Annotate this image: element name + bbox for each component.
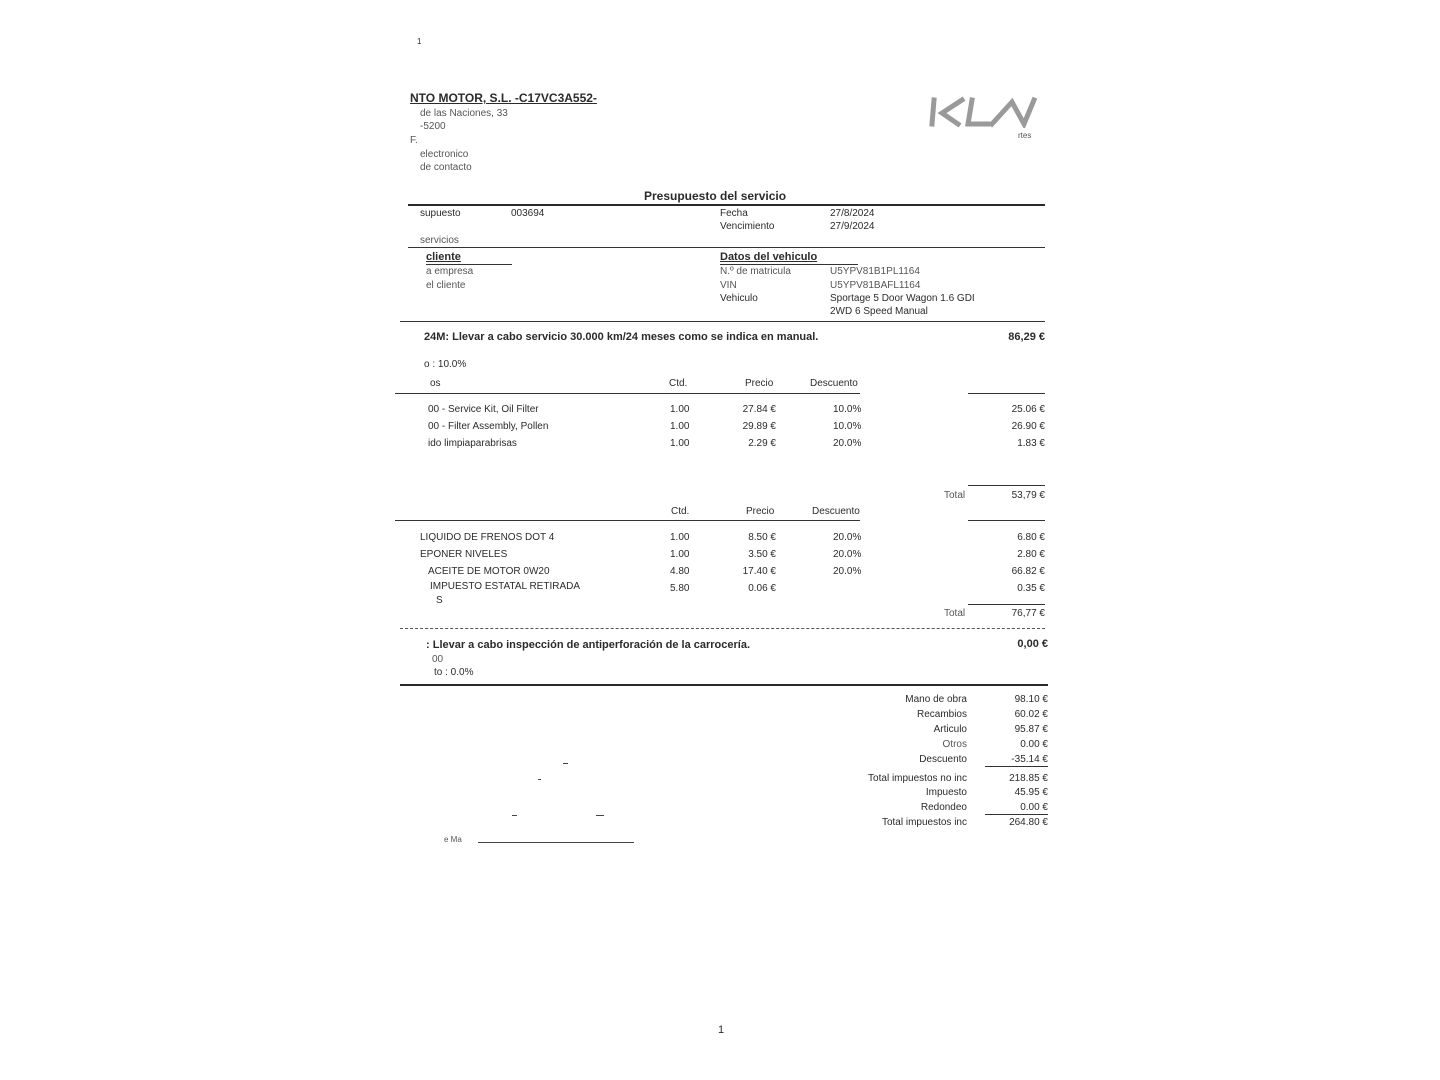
summary-label: Recambios [916,709,967,720]
materials-qty: 1.00 [670,549,690,560]
materials-total: 66.82 € [1011,566,1045,577]
service1-price: 86,29 € [1008,331,1045,343]
parts-discount: 10.0% [833,404,862,415]
parts-qty: 1.00 [670,404,690,415]
summary-value: 95.87 € [1014,724,1048,735]
summary-label: Articulo [933,724,967,735]
parts-price: 27.84 € [742,404,776,415]
materials-total: 2.80 € [1017,549,1045,560]
parts-total: 1.83 € [1017,438,1045,449]
parts-total-value: 53,79 € [1011,490,1045,501]
summary-label: Redondeo [920,802,967,813]
materials-total-rule [968,604,1045,605]
plate-value: U5YPV81B1PL1164 [830,266,920,277]
summary-label: Otros [942,739,967,750]
parts-qty: 1.00 [670,421,690,432]
parts-desc: 00 - Filter Assembly, Pollen [428,421,549,432]
summary-label: Impuesto [925,787,967,798]
client-client-label: el cliente [426,280,466,291]
summary-value: 218.85 € [1009,773,1048,784]
parts-desc: 00 - Service Kit, Oil Filter [428,404,539,415]
materials-total: 0.35 € [1017,583,1045,594]
parts-header-rule-right [968,393,1045,394]
service1-discount: o : 10.0% [424,359,467,370]
parts-col-discount: Descuento [810,378,858,389]
summary-value: 264.80 € [1009,817,1048,828]
signature-label: e Ma [444,835,462,844]
scan-mark [512,815,517,816]
vin-label: VIN [720,280,737,291]
parts-discount: 10.0% [833,421,862,432]
company-address: de las Naciones, 33 [420,108,508,119]
date-label: Fecha [720,208,748,219]
company-phone: F. [410,135,418,146]
summary-value: -35.14 € [1011,754,1048,765]
materials-desc: EPONER NIVELES [420,549,508,560]
materials-discount: 20.0% [833,532,862,543]
vehicle-heading: Datos del vehiculo [720,251,818,263]
summary-value: 60.02 € [1014,709,1048,720]
company-email: electronico [420,149,469,160]
summary-label: Total impuestos inc [881,817,967,828]
vehicle-value-line1: Sportage 5 Door Wagon 1.6 GDI [830,293,975,304]
service2-price: 0,00 € [1017,638,1048,650]
materials-total: 6.80 € [1017,532,1045,543]
materials-desc: ACEITE DE MOTOR 0W20 [428,566,550,577]
title-rule [408,204,1045,206]
materials-col-price: Precio [746,506,775,517]
parts-header-rule [395,393,860,394]
vehicle-heading-rule [720,264,858,265]
company-postal: -5200 [420,121,446,132]
summary-label: Mano de obra [905,694,967,705]
service1-title: 24M: Llevar a cabo servicio 30.000 km/24 meses como se indica en manual. [424,331,819,343]
parts-qty: 1.00 [670,438,690,449]
summary-label: Total impuestos no inc [868,773,967,784]
materials-price: 3.50 € [748,549,776,560]
document-title: Presupuesto del servicio [644,189,787,203]
materials-discount: 20.0% [833,566,862,577]
service2-title: : Llevar a cabo inspección de antiperforación de la carrocería. [426,639,751,651]
service2-rule [400,684,1048,686]
scan-mark [596,815,604,816]
summary-subtotal-rule [985,766,1048,767]
parts-total-label: Total [944,490,966,501]
top-mark: 1 [417,37,422,46]
materials-qty: 1.00 [670,532,690,543]
parts-col-qty: Ctd. [669,378,688,389]
summary-total-rule [985,814,1048,815]
parts-total-rule [968,485,1045,486]
parts-total: 25.06 € [1011,404,1045,415]
date-value: 27/8/2024 [830,208,875,219]
parts-price: 2.29 € [748,438,776,449]
summary-value: 98.10 € [1014,694,1048,705]
materials-desc: IMPUESTO ESTATAL RETIRADA [430,581,581,592]
company-contact: de contacto [420,162,472,173]
parts-col-price: Precio [745,378,774,389]
client-company-label: a empresa [426,266,474,277]
company-name: NTO MOTOR, S.L. -C17VC3A552- [410,91,597,105]
vin-value: U5YPV81BAFL1164 [830,280,921,291]
logo-caption: rtes [1018,131,1032,140]
vehicle-label: Vehiculo [720,293,758,304]
summary-value: 0.00 € [1020,802,1048,813]
materials-discount: 20.0% [833,549,862,560]
vehicle-value-line2: 2WD 6 Speed Manual [830,306,928,317]
parts-header: os [430,378,441,389]
parts-desc: ido limpiaparabrisas [428,438,517,449]
materials-header-rule [395,520,860,521]
parts-price: 29.89 € [742,421,776,432]
parts-discount: 20.0% [833,438,862,449]
due-value: 27/9/2024 [830,221,875,232]
materials-qty: 5.80 [670,583,690,594]
summary-label: Descuento [919,754,967,765]
client-heading-rule [426,264,512,265]
budget-number: 003694 [511,208,545,219]
materials-price: 8.50 € [748,532,776,543]
materials-price: 17.40 € [742,566,776,577]
client-vehicle-rule [400,321,1045,322]
materials-desc: LIQUIDO DE FRENOS DOT 4 [420,532,555,543]
materials-col-qty: Ctd. [671,506,690,517]
client-heading: cliente [426,251,461,263]
page-number: 1 [718,1024,725,1036]
summary-value: 0.00 € [1020,739,1048,750]
signature-line [478,842,634,843]
scan-mark [538,779,541,780]
info-rule [408,247,1045,248]
budget-label: supuesto [420,208,461,219]
due-label: Vencimiento [720,221,775,232]
service2-discount: to : 0.0% [434,667,474,678]
materials-total-value: 76,77 € [1011,608,1045,619]
materials-col-discount: Descuento [812,506,860,517]
service2-code: 00 [432,654,444,665]
materials-qty: 4.80 [670,566,690,577]
materials-price: 0.06 € [748,583,776,594]
summary-value: 45.95 € [1014,787,1048,798]
services-label: servicios [420,235,459,246]
scan-mark [563,763,568,764]
materials-header-rule-right [968,520,1045,521]
materials-total-label: Total [944,608,966,619]
plate-label: N.º de matricula [720,266,791,277]
kia-logo [928,96,1040,128]
materials-desc-line2: S [436,595,443,606]
parts-total: 26.90 € [1011,421,1045,432]
materials-end-rule [400,628,1045,629]
